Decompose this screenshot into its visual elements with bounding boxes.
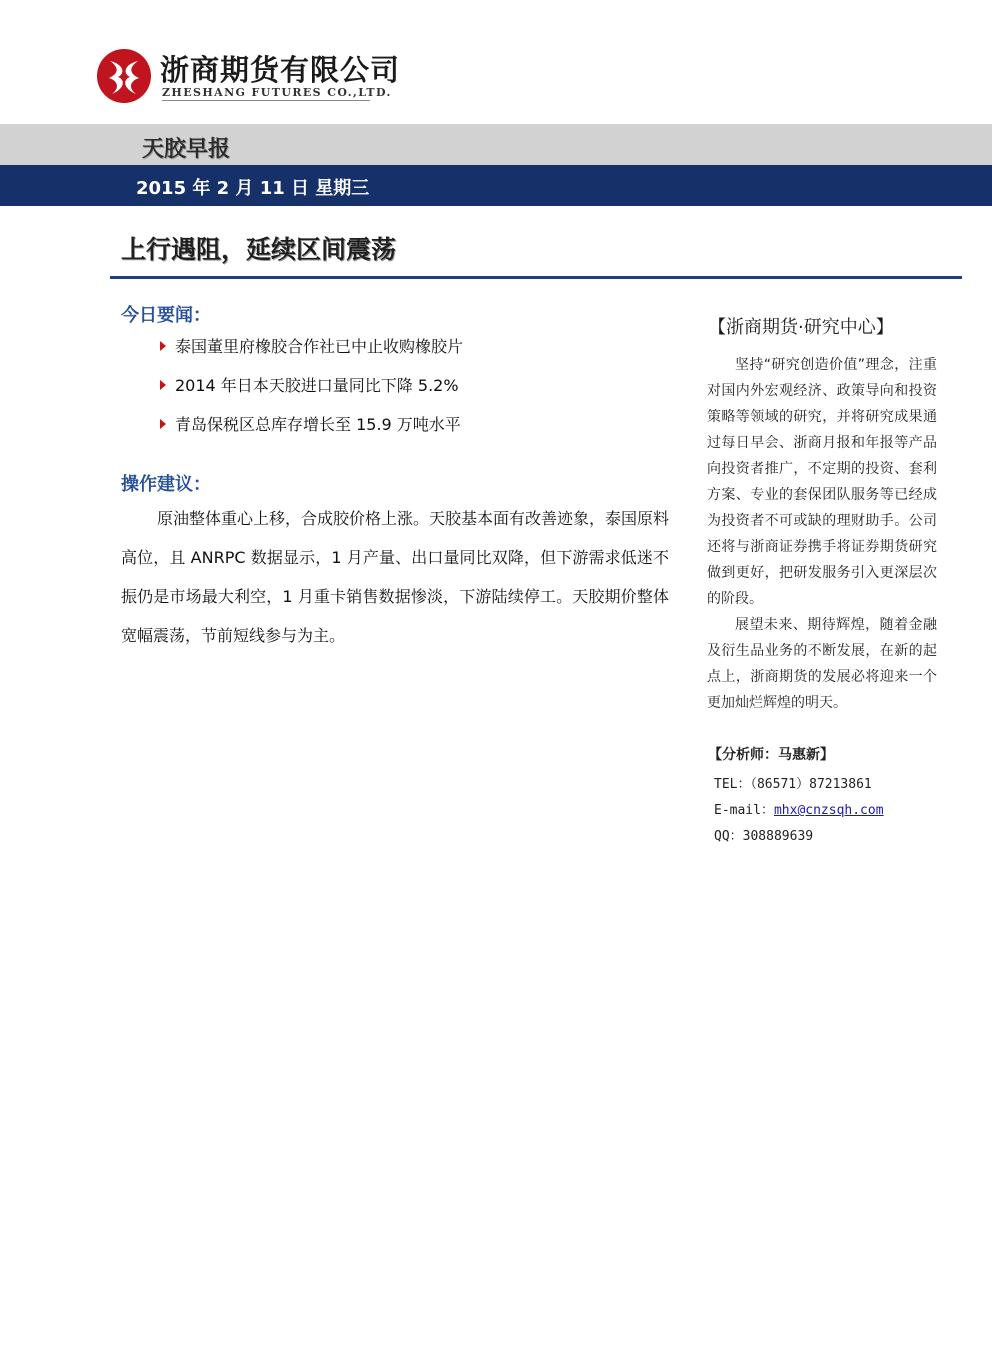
report-headline: 上行遇阻，延续区间震荡 [121, 235, 397, 264]
news-item [160, 334, 463, 373]
analyst-email-row [714, 799, 884, 818]
news-item [160, 373, 463, 412]
company-logo-icon [96, 48, 152, 104]
advice-paragraph [121, 499, 669, 655]
research-center-para-2: 展望未来、期待辉煌，随着金融及衍生品业务的不断发展，在新的起点上，浙商期货的发展必将迎来一个更加灿烂辉煌的明天。 [707, 617, 937, 711]
logo-divider [162, 100, 370, 101]
bullet-arrow-icon [160, 419, 166, 429]
report-type-band [0, 124, 992, 165]
company-name-cn: 浙商期货有限公司 [160, 53, 401, 87]
analyst-qq: QQ：308889639 [714, 829, 814, 844]
research-center-title: 【浙商期货·研究中心】 [708, 317, 894, 338]
advice-section-title: 操作建议： [121, 474, 211, 495]
report-type: 天胶早报 [142, 137, 231, 162]
news-item-text: 泰国董里府橡胶合作社已中止收购橡胶片 [175, 337, 464, 356]
news-item-text: 青岛保税区总库存增长至 15.9 万吨水平 [175, 415, 461, 434]
company-name-en: ZHESHANG FUTURES CO.,LTD. [162, 86, 392, 99]
news-item-text: 2014 年日本天胶进口量同比下降 5.2% [175, 376, 459, 395]
analyst-email-link[interactable]: mhx@cnzsqh.com [773, 803, 884, 818]
research-center-para-1: 坚持“研究创造价值”理念，注重对国内外宏观经济、政策导向和投资策略等领域的研究，并将研究成果通过每日早会、浙商月报和年报等产品向投资者推广，不定期的投资、套利方案、专业的套保团队服务等已经成为投资者不可或缺的理财助手。公司还将与浙商证券携手将证券期货研究做到更好，把研发服务引入更深层次的阶段。 [707, 357, 937, 607]
news-list [160, 334, 463, 451]
advice-text: 原油整体重心上移，合成胶价格上涨。天胶基本面有改善迹象，泰国原料高位，且 ANRPC 数据显示，1 月产量、出口量同比双降，但下游需求低迷不振仍是市场最大利空，1 月重卡销售数据惨淡，下游陆续停工。天胶期价整体宽幅震荡，节前短线参与为主。 [121, 509, 670, 645]
headline-divider [110, 276, 962, 279]
bullet-arrow-icon [160, 380, 166, 390]
company-logo [96, 46, 401, 106]
news-section-title: 今日要闻： [121, 305, 211, 326]
analyst-label: 【分析师：马惠新】 [708, 747, 834, 763]
bullet-arrow-icon [160, 341, 166, 351]
analyst-tel: TEL：（86571）87213861 [714, 777, 872, 792]
report-date: 2015 年 2 月 11 日 星期三 [136, 178, 370, 199]
news-item [160, 412, 463, 451]
email-label: E-mail： [714, 803, 774, 818]
report-date-band [0, 165, 992, 206]
